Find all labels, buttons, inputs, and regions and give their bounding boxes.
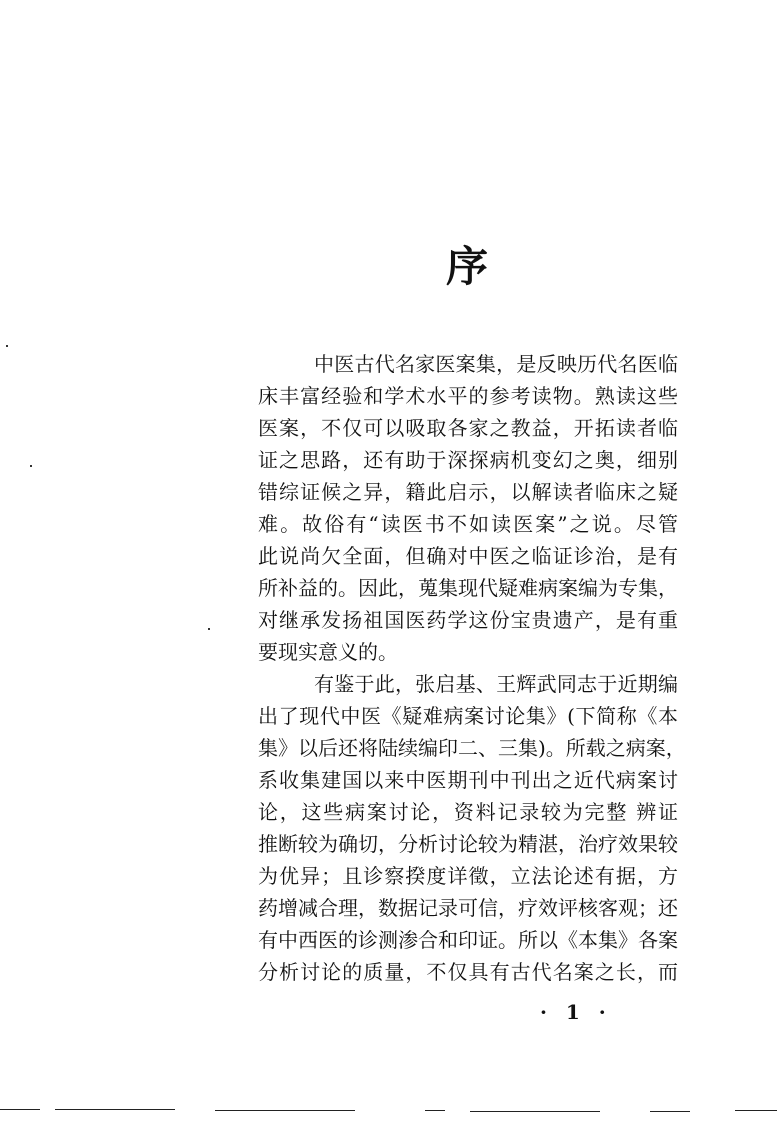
paragraph-1 (258, 348, 678, 668)
text-line: 集》以后还将陆续编印二、三集)。所载之病案， (258, 736, 686, 760)
text-line: 出了现代中医《疑难病案讨论集》(下简称《本 (258, 704, 678, 728)
scan-speck (6, 345, 8, 347)
text-line: 要现实意义的。 (258, 640, 398, 664)
scan-edge-line (215, 1110, 355, 1111)
text-line: 对继承发扬祖国医药学这份宝贵遗产，是有重 (258, 608, 678, 632)
text-line: 系收集建国以来中医期刊中刊出之近代病案讨 (258, 768, 678, 792)
text-line: 论，这些病案讨论，资料记录较为完整 辨证 (258, 800, 678, 824)
scan-speck (208, 628, 210, 630)
text-line: 错综证候之异，籍此启示，以解读者临床之疑 (258, 480, 678, 504)
text-line: 药增减合理，数据记录可信，疗效评核客观；还 (258, 896, 678, 920)
text-line: 难。故俗有“读医书不如读医案”之说。尽管 (258, 512, 678, 536)
scan-edge-line (425, 1110, 445, 1111)
text-line: 有中西医的诊测渗合和印证。所以《本集》各案 (258, 928, 678, 952)
text-line: 有鉴于此，张启基、王辉武同志于近期编 (314, 672, 678, 696)
page-title: 序 (446, 242, 489, 291)
scan-edge-line (470, 1111, 600, 1112)
paragraph-2 (258, 668, 686, 988)
text-line: 所补益的。因此，蒐集现代疑难病案编为专集， (258, 576, 678, 600)
text-line: 分析讨论的质量，不仅具有古代名案之长，而 (258, 960, 678, 984)
scan-edge-line (650, 1111, 690, 1112)
preface-body (258, 348, 686, 988)
text-line: 医案，不仅可以吸取各家之教益，开拓读者临 (258, 416, 678, 440)
scan-speck (30, 465, 32, 467)
text-line: 为优异；且诊察揆度详徵，立法论述有据，方 (258, 864, 678, 888)
text-line: 床丰富经验和学术水平的参考读物。熟读这些 (258, 384, 678, 408)
page-number: · 1 · (540, 1000, 612, 1024)
text-line: 证之思路，还有助于深探病机变幻之奥，细别 (258, 448, 678, 472)
text-line: 推断较为确切，分析讨论较为精湛，治疗效果较 (258, 832, 678, 856)
scan-edge-line (55, 1109, 175, 1110)
scan-edge-line (0, 1109, 40, 1110)
text-line: 此说尚欠全面，但确对中医之临证诊治，是有 (258, 544, 678, 568)
scan-edge-line (735, 1110, 777, 1111)
text-line: 中医古代名家医案集，是反映历代名医临 (314, 352, 678, 376)
